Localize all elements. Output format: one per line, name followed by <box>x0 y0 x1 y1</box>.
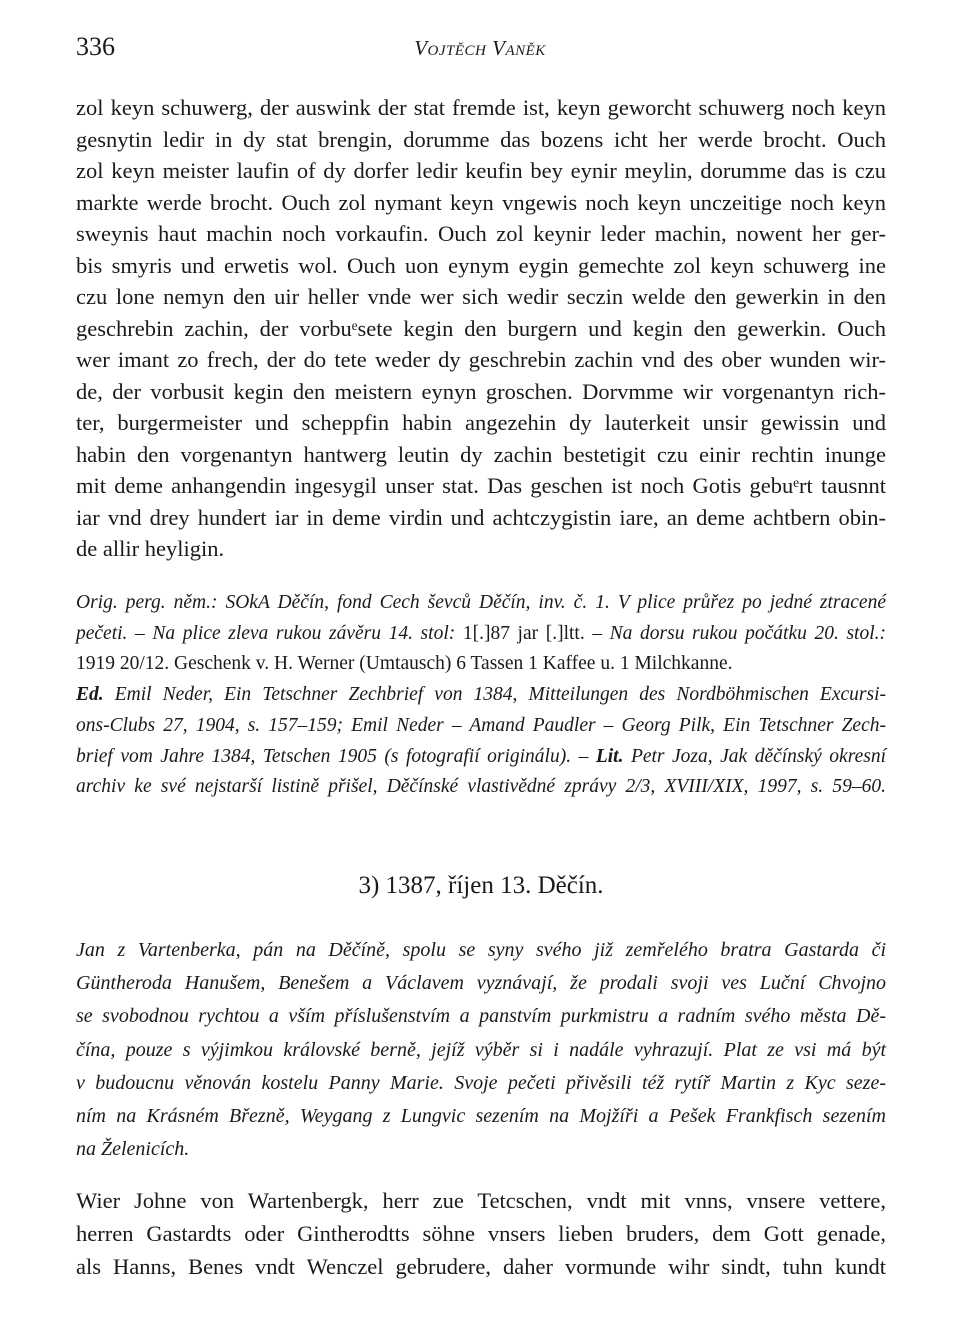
text-line: de allir heyligin. <box>76 536 225 561</box>
source-notes <box>76 588 886 803</box>
running-head-author: Vojtěch Vaněk <box>414 36 546 60</box>
edition-note-line <box>76 742 886 773</box>
text-line: zol keyn meister laufin of dy dorfer ledir keufin bey eynir meylin, dorumme das is czu <box>76 158 886 183</box>
regest-line: Jan z Vartenberka, pán na Děčíně, spolu se syny svého již zemřelého bratra Gastarda či <box>76 939 886 961</box>
edition-label: Ed. <box>76 684 104 706</box>
text-line: zol keyn schuwerg, der auswink der stat fremde ist, keyn geworcht schuwerg noch keyn <box>76 95 886 120</box>
regest-line: na Želenicích. <box>76 1138 190 1161</box>
edition-text: brief vom Jahre 1384, Tetschen 1905 (s fotografií originálu). – <box>76 745 596 767</box>
orig-note-part: pečeti. – Na plice zleva rukou závěru 14. stol: <box>76 622 463 644</box>
text-line: Wier Johne von Wartenbergk, herr zue Tetcschen, vndt mit vnns, vnsere vettere, <box>76 1188 886 1213</box>
text-line: herren Gastardts oder Gintherodtts söhne vnsers lieben bruders, dem Gott genade, <box>76 1221 886 1246</box>
text-line: de, der vorbusit kegin den meistern eynyn groschen. Dorvmme wir vorgenantyn rich- <box>76 378 886 404</box>
text-line: markte werde brocht. Ouch zol nymant keyn vngewis noch keyn unczeitige noch keyn <box>76 189 886 215</box>
text-line: habin den vorgenantyn hantwerg leutin dy zachin bestetigit czu einir rechtin inunge <box>76 441 886 467</box>
regest-abstract <box>76 934 886 1166</box>
text-line: wer imant zo frech, der do tete weder dy geschrebin zachin vnd des ober wunden wir- <box>76 347 886 372</box>
text-line: mit deme anhangendin ingesygil unser stat. Das geschen ist noch Gotis gebuᵉrt tausnnt <box>76 473 886 498</box>
charter-text-2 <box>76 1184 886 1283</box>
edition-text: Emil Neder, Ein Tetschner Zechbrief von 1384, Mitteilungen des Nordböhmischen Excursi- <box>103 684 886 706</box>
page-header <box>76 30 884 70</box>
orig-note-part: – Na dorsu rukou počátku 20. stol.: <box>584 622 887 644</box>
page-number: 336 <box>76 32 115 61</box>
edition-note-line <box>76 680 886 711</box>
regest-line: Güntheroda Hanušem, Benešem a Václavem vyznávají, že prodali svoji ves Luční Chvojno <box>76 972 886 995</box>
running-head <box>76 36 884 61</box>
text-line: sweynis haut machin noch vorkaufin. Ouch zol keynir leder machin, nowent her ger- <box>76 221 886 246</box>
regest-line: v budoucnu věnován kostelu Panny Marie. Svoje pečeti přivěsili též rytíř Martin z Kyc seze- <box>76 1071 886 1094</box>
literature-text: Petr Joza, Jak děčínský okresní <box>623 745 886 767</box>
orig-note-inscription: 1[.]87 jar [.]ltt. <box>462 622 585 644</box>
text-line: ter, burgermeister und scheppfin habin angezehin dy lauterkeit unsir gewissin und <box>76 410 886 435</box>
literature-note-line: archiv ke své nejstarší listině přišel, Děčínské vlastivědné zprávy 2/3, XVIII/XIX, 1997, s. 59–60. <box>76 776 886 798</box>
regest-line: se svobodnou rychtou a vším příslušenstvím a panstvím purkmistru a radním svého města Dě- <box>76 1005 886 1028</box>
text-line: czu lone nemyn den uir heller vnde wer sich wedir seczin welde den gewerkin in den <box>76 284 886 309</box>
regest-line: ním na Krásném Březně, Weygang z Lungvic sezením na Mojžíři a Pešek Frankfisch sezením <box>76 1105 886 1128</box>
edition-note-line: ons-Clubs 27, 1904, s. 157–159; Emil Neder – Amand Paudler – Georg Pilk, Ein Tetschner Zech- <box>76 714 886 736</box>
regest-line: čína, pouze s výjimkou královské berně, jejíž výběr si i nadále vyhrazují. Plat ze vsi má být <box>76 1038 886 1061</box>
text-line: als Hanns, Benes vndt Wenczel gebrudere, daher vormunde wihr sindt, tuhn kundt <box>76 1254 886 1279</box>
text-line: iar vnd drey hundert iar in deme virdin und achtczygistin iare, an deme achtbern obin- <box>76 504 886 530</box>
charter-text <box>76 92 886 565</box>
literature-label: Lit. <box>595 745 624 767</box>
orig-note-line <box>76 619 886 650</box>
orig-note-line: 1919 20/12. Geschenk v. H. Werner (Umtausch) 6 Tassen 1 Kaffee u. 1 Milchkanne. <box>76 653 733 675</box>
section-heading: 3) 1387, říjen 13. Děčín. <box>358 872 604 899</box>
text-line: bis smyris und erwetis wol. Ouch uon eynym eygin gemechte zol keyn schuwerg ine <box>76 252 886 278</box>
orig-note-line: Orig. perg. něm.: SOkA Děčín, fond Cech ševců Děčín, inv. č. 1. V plice průřez po jedné ztracené <box>76 592 886 613</box>
text-line: geschrebin zachin, der vorbuᵉsete kegin den burgern und kegin den gewerkin. Ouch <box>76 315 886 341</box>
text-line: gesnytin ledir in dy stat brengin, dorumme das bozens icht her werde brocht. Ouch <box>76 126 886 152</box>
